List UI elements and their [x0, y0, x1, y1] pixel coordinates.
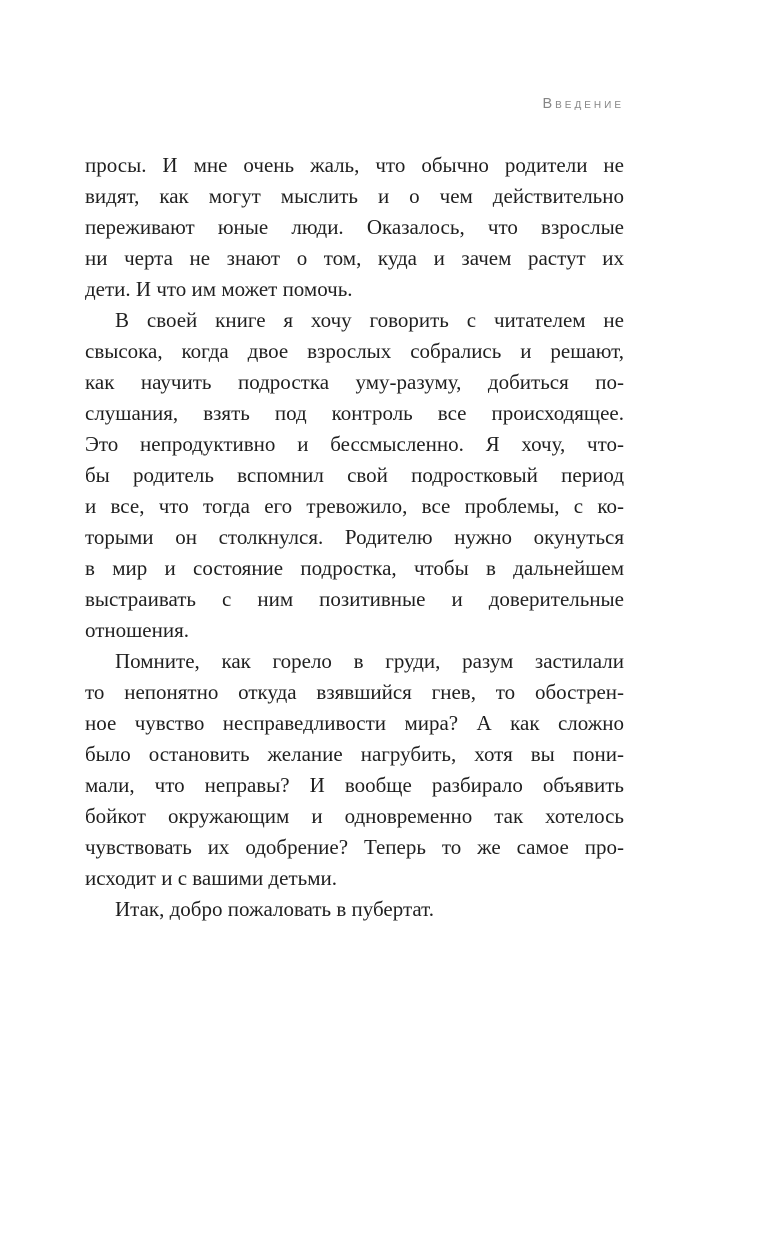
running-header: Введение: [542, 96, 624, 112]
text-line: торыми он столкнулся. Родителю нужно окунуться: [85, 525, 624, 549]
text-line: в мир и состояние подростка, чтобы в дальнейшем: [85, 556, 624, 580]
paragraph: [85, 305, 624, 646]
text-line: Это непродуктивно и бессмысленно. Я хочу, что-: [85, 432, 624, 456]
text-line: отношения.: [85, 618, 190, 642]
text-line: переживают юные люди. Оказалось, что взрослые: [85, 215, 624, 239]
text-line: видят, как могут мыслить и о чем действительно: [85, 184, 624, 208]
text-line: исходит и с вашими детьми.: [85, 866, 337, 890]
text-line: выстраивать с ним позитивные и доверительные: [85, 587, 624, 611]
text-line: слушания, взять под контроль все происходящее.: [85, 401, 624, 425]
text-line: было остановить желание нагрубить, хотя вы пони-: [85, 742, 624, 766]
text-line: бойкот окружающим и одновременно так хотелось: [85, 804, 624, 828]
text-line: бы родитель вспомнил свой подростковый период: [85, 463, 624, 487]
text-line: чувствовать их одобрение? Теперь то же самое про-: [85, 835, 624, 859]
paragraph: [85, 150, 624, 305]
text-line: как научить подростка уму-разуму, добиться по-: [85, 370, 624, 394]
page-body: [85, 150, 624, 925]
text-line: ни черта не знают о том, куда и зачем растут их: [85, 246, 624, 270]
text-line: и все, что тогда его тревожило, все проблемы, с ко-: [85, 494, 624, 518]
text-line: просы. И мне очень жаль, что обычно родители не: [85, 153, 624, 177]
text-line: дети. И что им может помочь.: [85, 277, 353, 301]
text-line: мали, что неправы? И вообще разбирало объявить: [85, 773, 624, 797]
text-line: Итак, добро пожаловать в пубертат.: [115, 897, 435, 921]
text-line: Помните, как горело в груди, разум застилали: [115, 649, 624, 673]
paragraph: [85, 894, 624, 925]
text-line: В своей книге я хочу говорить с читателем не: [115, 308, 624, 332]
text-line: то непонятно откуда взявшийся гнев, то обострен-: [85, 680, 624, 704]
paragraph: [85, 646, 624, 894]
text-line: ное чувство несправедливости мира? А как сложно: [85, 711, 624, 735]
text-line: свысока, когда двое взрослых собрались и решают,: [85, 339, 624, 363]
